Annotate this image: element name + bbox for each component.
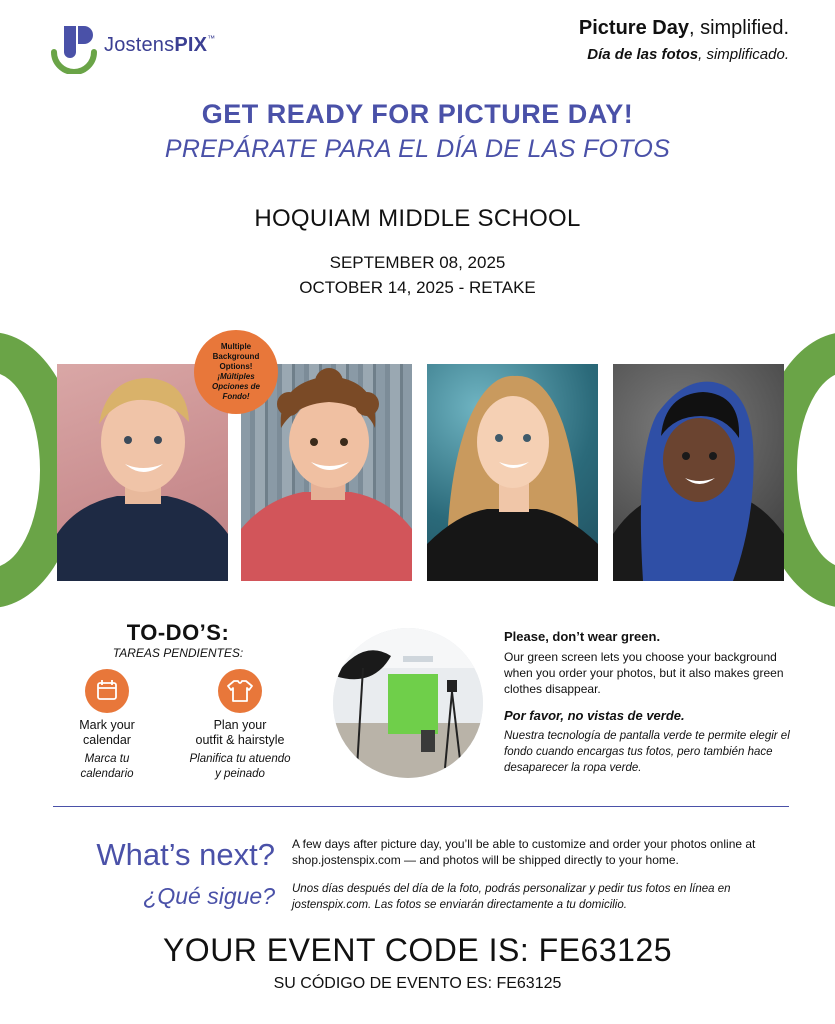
todo-item-calendar-es bbox=[42, 752, 172, 782]
todo-outfit-line1: Plan your bbox=[213, 718, 267, 732]
tagline-es-rest: , simplificado. bbox=[698, 46, 789, 63]
headline-es: PREPÁRATE PARA EL DÍA DE LAS FOTOS bbox=[164, 135, 671, 163]
section-divider bbox=[53, 806, 789, 807]
green-warning-heading-es: Por favor, no vistas de verde. bbox=[504, 708, 685, 723]
todo-title: TO-DO’S: bbox=[126, 620, 230, 645]
event-code-es: SU CÓDIGO DE EVENTO ES: FE63125 bbox=[273, 975, 562, 992]
todo-outfit-es-line2: y peinado bbox=[215, 768, 265, 780]
todo-calendar-line2: calendar bbox=[83, 733, 131, 747]
badge-text-es: ¡Múltiples Opciones de Fondo! bbox=[211, 372, 260, 401]
badge-text-en: Multiple Background Options! bbox=[212, 342, 260, 371]
shirt-icon bbox=[218, 669, 262, 713]
calendar-icon bbox=[85, 669, 129, 713]
whats-next-heading-es: ¿Qué sigue? bbox=[143, 883, 275, 909]
todo-calendar-es-line1: Marca tu bbox=[84, 753, 130, 765]
todo-item-calendar-label bbox=[42, 718, 172, 748]
green-warning-body-es: Nuestra tecnología de pantalla verde te permite elegir el fondo cuando encargas tus fotos, pero también hace desaparecer la ropa verde. bbox=[504, 730, 790, 774]
student-portrait-gray-background bbox=[613, 364, 784, 581]
background-options-badge bbox=[194, 330, 278, 414]
todo-outfit-line2: outfit & hairstyle bbox=[195, 733, 285, 747]
retake-date: OCTOBER 14, 2025 - RETAKE bbox=[299, 278, 536, 297]
brand-name-regular: Jostens bbox=[104, 34, 175, 56]
todo-subtitle: TAREAS PENDIENTES: bbox=[112, 646, 244, 660]
student-portrait-teal-background bbox=[427, 364, 598, 581]
headline-en: GET READY FOR PICTURE DAY! bbox=[201, 99, 634, 129]
picture-date: SEPTEMBER 08, 2025 bbox=[329, 253, 506, 272]
jostenspix-logo-icon bbox=[50, 22, 102, 74]
school-name: HOQUIAM MIDDLE SCHOOL bbox=[254, 205, 581, 232]
green-warning-body-en: Our green screen lets you choose your background when you order your photos, but it also makes green clothes disappear. bbox=[504, 650, 784, 696]
todo-calendar-es-line2: calendario bbox=[80, 768, 134, 780]
tagline-en bbox=[579, 17, 789, 40]
tagline-en-rest: , simplified. bbox=[688, 17, 789, 39]
todo-outfit-es-line1: Planifica tu atuendo bbox=[189, 753, 291, 765]
tagline-es bbox=[587, 46, 789, 63]
tagline-es-bold: Día de las fotos bbox=[587, 46, 699, 63]
todo-calendar-line1: Mark your bbox=[79, 718, 135, 732]
brand-name-bold: PIX bbox=[174, 34, 208, 56]
event-code-en: YOUR EVENT CODE IS: FE63125 bbox=[162, 932, 673, 968]
green-warning-heading-en: Please, don’t wear green. bbox=[504, 629, 661, 644]
brand-wordmark bbox=[104, 34, 215, 57]
green-screen-studio-photo bbox=[333, 628, 483, 778]
brand-trademark: ™ bbox=[207, 34, 216, 43]
whats-next-heading-en: What’s next? bbox=[96, 837, 275, 872]
tagline-en-bold: Picture Day bbox=[578, 17, 689, 39]
todo-item-outfit-es bbox=[175, 752, 305, 782]
whats-next-body-es: Unos días después del día de la foto, podrás personalizar y pedir tus fotos en línea en jostenspix.com. Las fotos se enviarán directamente a tu domicilio. bbox=[292, 883, 731, 911]
whats-next-body-en: A few days after picture day, you’ll be able to customize and order your photos online at shop.jostenspix.com — and photos will be shipped directly to your home. bbox=[292, 837, 756, 867]
todo-item-outfit-label bbox=[175, 718, 305, 748]
